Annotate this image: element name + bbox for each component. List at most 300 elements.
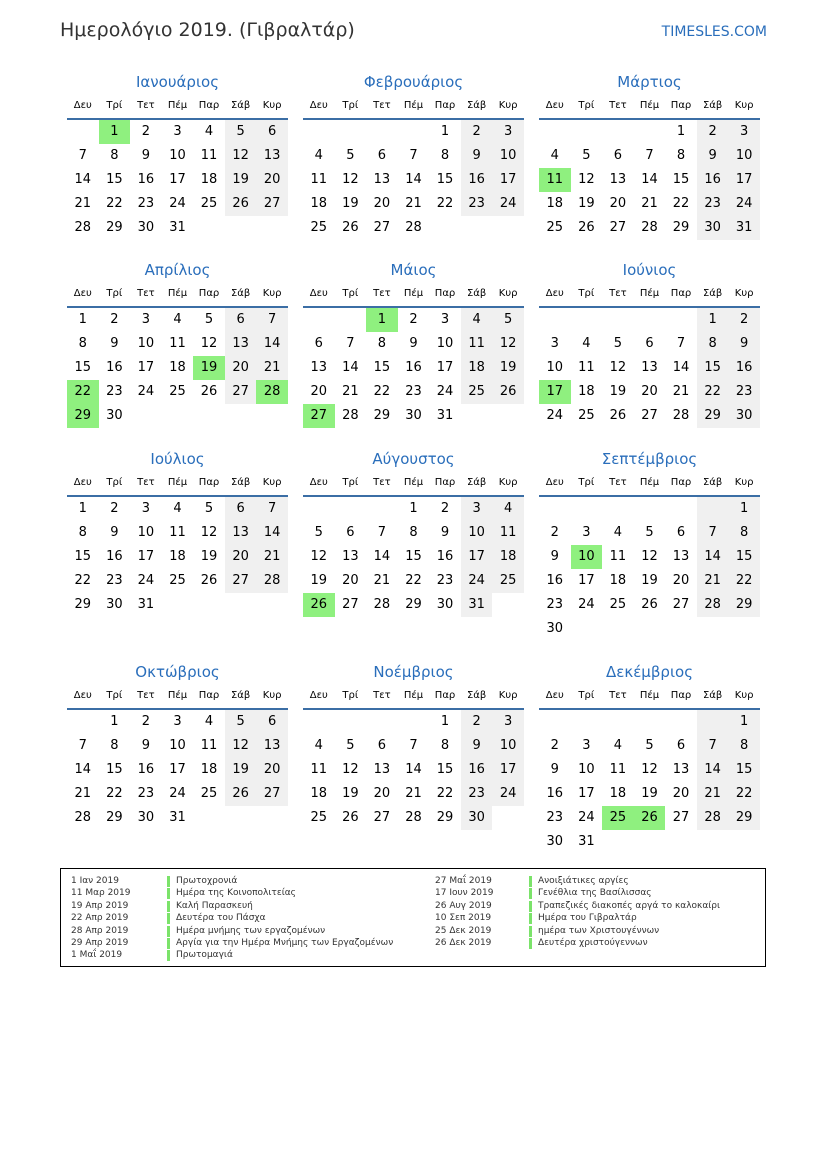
day-cell[interactable]: 4 xyxy=(550,148,559,163)
day-cell[interactable]: 31 xyxy=(137,597,155,612)
day-cell[interactable]: 6 xyxy=(645,336,654,351)
day-cell[interactable]: 15 xyxy=(728,758,760,782)
day-cell[interactable]: 21 xyxy=(405,196,422,211)
day-cell[interactable]: 26 xyxy=(303,593,335,617)
day-cell[interactable]: 7 xyxy=(256,497,288,521)
day-cell[interactable]: 2 xyxy=(461,710,493,734)
day-cell[interactable]: 12 xyxy=(225,144,257,168)
day-cell[interactable]: 2 xyxy=(461,120,493,144)
day-cell[interactable]: 21 xyxy=(74,196,92,211)
day-cell[interactable]: 31 xyxy=(728,216,760,240)
day-cell[interactable]: 27 xyxy=(641,408,658,423)
day-cell[interactable]: 3 xyxy=(173,124,182,139)
day-cell[interactable]: 29 xyxy=(672,220,690,235)
day-cell[interactable]: 12 xyxy=(342,172,359,187)
day-cell[interactable]: 13 xyxy=(609,172,627,187)
day-cell[interactable]: 27 xyxy=(373,220,391,235)
day-cell[interactable]: 29 xyxy=(697,404,729,428)
day-cell[interactable]: 3 xyxy=(492,710,524,734)
day-cell[interactable]: 11 xyxy=(492,521,524,545)
day-cell[interactable]: 27 xyxy=(672,597,690,612)
day-cell[interactable]: 3 xyxy=(173,714,182,729)
day-cell[interactable]: 5 xyxy=(613,336,623,351)
day-cell[interactable]: 15 xyxy=(728,545,760,569)
day-cell[interactable]: 25 xyxy=(310,810,328,825)
site-link[interactable]: TIMESLES.COM xyxy=(661,24,767,40)
day-cell[interactable]: 13 xyxy=(672,549,690,564)
day-cell[interactable]: 13 xyxy=(641,360,658,375)
day-cell[interactable]: 24 xyxy=(492,782,524,806)
day-cell[interactable]: 9 xyxy=(461,144,493,168)
day-cell[interactable]: 8 xyxy=(440,148,450,163)
day-cell[interactable]: 18 xyxy=(169,549,186,564)
day-cell[interactable]: 19 xyxy=(641,786,658,801)
day-cell[interactable]: 29 xyxy=(373,408,391,423)
day-cell[interactable]: 17 xyxy=(461,545,493,569)
day-cell[interactable]: 17 xyxy=(492,168,524,192)
day-cell[interactable]: 18 xyxy=(310,196,328,211)
day-cell[interactable]: 25 xyxy=(578,408,595,423)
day-cell[interactable]: 28 xyxy=(342,408,359,423)
day-cell[interactable]: 30 xyxy=(546,834,564,849)
day-cell[interactable]: 1 xyxy=(110,714,119,729)
day-cell[interactable]: 4 xyxy=(314,738,323,753)
day-cell[interactable]: 4 xyxy=(582,336,591,351)
day-cell[interactable]: 7 xyxy=(78,738,87,753)
day-cell[interactable]: 11 xyxy=(200,148,218,163)
day-cell[interactable]: 11 xyxy=(609,549,627,564)
day-cell[interactable]: 4 xyxy=(613,525,623,540)
day-cell[interactable]: 6 xyxy=(676,525,686,540)
day-cell[interactable]: 19 xyxy=(641,573,658,588)
day-cell[interactable]: 9 xyxy=(409,336,418,351)
day-cell[interactable]: 27 xyxy=(256,192,288,216)
day-cell[interactable]: 12 xyxy=(578,172,595,187)
day-cell[interactable]: 29 xyxy=(106,810,123,825)
day-cell[interactable]: 9 xyxy=(141,148,151,163)
day-cell[interactable]: 10 xyxy=(137,525,155,540)
day-cell[interactable]: 6 xyxy=(256,710,288,734)
day-cell[interactable]: 21 xyxy=(697,569,729,593)
day-cell[interactable]: 1 xyxy=(697,308,729,332)
day-cell[interactable]: 26 xyxy=(225,192,257,216)
day-cell[interactable]: 1 xyxy=(78,312,87,327)
day-cell[interactable]: 29 xyxy=(67,404,99,428)
day-cell[interactable]: 23 xyxy=(405,384,422,399)
day-cell[interactable]: 16 xyxy=(461,168,493,192)
day-cell[interactable]: 18 xyxy=(609,786,627,801)
day-cell[interactable]: 15 xyxy=(106,762,123,777)
day-cell[interactable]: 6 xyxy=(225,308,257,332)
day-cell[interactable]: 9 xyxy=(728,332,760,356)
day-cell[interactable]: 24 xyxy=(436,384,454,399)
day-cell[interactable]: 23 xyxy=(728,380,760,404)
day-cell[interactable]: 20 xyxy=(672,573,690,588)
day-cell[interactable]: 15 xyxy=(74,360,92,375)
day-cell[interactable]: 17 xyxy=(169,172,186,187)
day-cell[interactable]: 12 xyxy=(641,762,658,777)
day-cell[interactable]: 13 xyxy=(225,332,257,356)
day-cell[interactable]: 19 xyxy=(225,168,257,192)
day-cell[interactable]: 10 xyxy=(546,360,564,375)
day-cell[interactable]: 10 xyxy=(461,521,493,545)
day-cell[interactable]: 30 xyxy=(436,597,454,612)
day-cell[interactable]: 30 xyxy=(137,810,155,825)
day-cell[interactable]: 18 xyxy=(169,360,186,375)
day-cell[interactable]: 10 xyxy=(436,336,454,351)
day-cell[interactable]: 24 xyxy=(461,569,493,593)
day-cell[interactable]: 13 xyxy=(310,360,328,375)
day-cell[interactable]: 19 xyxy=(609,384,627,399)
day-cell[interactable]: 8 xyxy=(440,738,450,753)
day-cell[interactable]: 21 xyxy=(74,786,92,801)
day-cell[interactable]: 8 xyxy=(110,148,119,163)
day-cell[interactable]: 10 xyxy=(492,144,524,168)
day-cell[interactable]: 25 xyxy=(602,806,634,830)
day-cell[interactable]: 28 xyxy=(74,220,92,235)
day-cell[interactable]: 16 xyxy=(106,549,123,564)
day-cell[interactable]: 24 xyxy=(728,192,760,216)
day-cell[interactable]: 24 xyxy=(169,196,186,211)
day-cell[interactable]: 16 xyxy=(137,762,155,777)
day-cell[interactable]: 6 xyxy=(377,738,387,753)
day-cell[interactable]: 27 xyxy=(225,569,257,593)
day-cell[interactable]: 16 xyxy=(546,786,564,801)
day-cell[interactable]: 9 xyxy=(110,336,119,351)
day-cell[interactable]: 19 xyxy=(578,196,595,211)
day-cell[interactable]: 21 xyxy=(405,786,422,801)
day-cell[interactable]: 13 xyxy=(373,172,391,187)
day-cell[interactable]: 18 xyxy=(461,356,493,380)
day-cell[interactable]: 4 xyxy=(461,308,493,332)
day-cell[interactable]: 20 xyxy=(256,758,288,782)
day-cell[interactable]: 4 xyxy=(613,738,623,753)
day-cell[interactable]: 27 xyxy=(609,220,627,235)
day-cell[interactable]: 3 xyxy=(582,738,591,753)
day-cell[interactable]: 21 xyxy=(256,545,288,569)
day-cell[interactable]: 28 xyxy=(641,220,658,235)
day-cell[interactable]: 17 xyxy=(137,360,155,375)
day-cell[interactable]: 3 xyxy=(461,497,493,521)
day-cell[interactable]: 13 xyxy=(225,521,257,545)
day-cell[interactable]: 8 xyxy=(377,336,387,351)
day-cell[interactable]: 12 xyxy=(609,360,627,375)
day-cell[interactable]: 5 xyxy=(225,120,257,144)
day-cell[interactable]: 28 xyxy=(373,597,391,612)
day-cell[interactable]: 26 xyxy=(634,806,666,830)
day-cell[interactable]: 30 xyxy=(697,216,729,240)
day-cell[interactable]: 2 xyxy=(110,501,119,516)
day-cell[interactable]: 31 xyxy=(436,408,454,423)
day-cell[interactable]: 24 xyxy=(169,786,186,801)
day-cell[interactable]: 10 xyxy=(578,762,595,777)
day-cell[interactable]: 3 xyxy=(582,525,591,540)
day-cell[interactable]: 8 xyxy=(78,336,87,351)
day-cell[interactable]: 15 xyxy=(436,172,454,187)
day-cell[interactable]: 21 xyxy=(697,782,729,806)
day-cell[interactable]: 12 xyxy=(342,762,359,777)
day-cell[interactable]: 1 xyxy=(99,120,131,144)
day-cell[interactable]: 8 xyxy=(78,525,87,540)
day-cell[interactable]: 12 xyxy=(200,525,218,540)
day-cell[interactable]: 30 xyxy=(137,220,155,235)
day-cell[interactable]: 13 xyxy=(256,734,288,758)
day-cell[interactable]: 25 xyxy=(200,786,218,801)
day-cell[interactable]: 28 xyxy=(697,593,729,617)
day-cell[interactable]: 6 xyxy=(346,525,355,540)
day-cell[interactable]: 16 xyxy=(436,549,454,564)
day-cell[interactable]: 3 xyxy=(440,312,450,327)
day-cell[interactable]: 23 xyxy=(461,782,493,806)
day-cell[interactable]: 17 xyxy=(728,168,760,192)
day-cell[interactable]: 7 xyxy=(346,336,355,351)
day-cell[interactable]: 1 xyxy=(728,497,760,521)
day-cell[interactable]: 17 xyxy=(492,758,524,782)
day-cell[interactable]: 5 xyxy=(314,525,323,540)
day-cell[interactable]: 20 xyxy=(641,384,658,399)
day-cell[interactable]: 20 xyxy=(373,196,391,211)
day-cell[interactable]: 17 xyxy=(578,786,595,801)
day-cell[interactable]: 24 xyxy=(137,573,155,588)
day-cell[interactable]: 16 xyxy=(137,172,155,187)
day-cell[interactable]: 3 xyxy=(141,501,151,516)
day-cell[interactable]: 31 xyxy=(169,220,186,235)
day-cell[interactable]: 8 xyxy=(697,332,729,356)
day-cell[interactable]: 5 xyxy=(645,525,654,540)
day-cell[interactable]: 21 xyxy=(641,196,658,211)
day-cell[interactable]: 5 xyxy=(204,501,214,516)
day-cell[interactable]: 22 xyxy=(373,384,391,399)
day-cell[interactable]: 1 xyxy=(440,124,450,139)
day-cell[interactable]: 6 xyxy=(225,497,257,521)
day-cell[interactable]: 15 xyxy=(106,172,123,187)
day-cell[interactable]: 2 xyxy=(550,738,559,753)
day-cell[interactable]: 2 xyxy=(697,120,729,144)
day-cell[interactable]: 28 xyxy=(256,380,288,404)
day-cell[interactable]: 10 xyxy=(492,734,524,758)
day-cell[interactable]: 14 xyxy=(74,172,92,187)
day-cell[interactable]: 3 xyxy=(728,120,760,144)
day-cell[interactable]: 25 xyxy=(546,220,564,235)
day-cell[interactable]: 8 xyxy=(676,148,686,163)
day-cell[interactable]: 20 xyxy=(256,168,288,192)
day-cell[interactable]: 20 xyxy=(373,786,391,801)
day-cell[interactable]: 12 xyxy=(492,332,524,356)
day-cell[interactable]: 11 xyxy=(461,332,493,356)
day-cell[interactable]: 13 xyxy=(373,762,391,777)
day-cell[interactable]: 3 xyxy=(550,336,559,351)
day-cell[interactable]: 17 xyxy=(539,380,571,404)
day-cell[interactable]: 1 xyxy=(366,308,398,332)
day-cell[interactable]: 7 xyxy=(256,308,288,332)
day-cell[interactable]: 1 xyxy=(409,501,418,516)
day-cell[interactable]: 25 xyxy=(169,573,186,588)
day-cell[interactable]: 9 xyxy=(440,525,450,540)
day-cell[interactable]: 6 xyxy=(676,738,686,753)
day-cell[interactable]: 25 xyxy=(310,220,328,235)
day-cell[interactable]: 30 xyxy=(106,597,123,612)
day-cell[interactable]: 9 xyxy=(461,734,493,758)
day-cell[interactable]: 2 xyxy=(141,124,151,139)
day-cell[interactable]: 15 xyxy=(672,172,690,187)
day-cell[interactable]: 18 xyxy=(578,384,595,399)
day-cell[interactable]: 22 xyxy=(405,573,422,588)
day-cell[interactable]: 8 xyxy=(110,738,119,753)
day-cell[interactable]: 26 xyxy=(342,220,359,235)
day-cell[interactable]: 31 xyxy=(461,593,493,617)
day-cell[interactable]: 26 xyxy=(200,573,218,588)
day-cell[interactable]: 22 xyxy=(672,196,690,211)
day-cell[interactable]: 29 xyxy=(436,810,454,825)
day-cell[interactable]: 9 xyxy=(697,144,729,168)
day-cell[interactable]: 15 xyxy=(373,360,391,375)
day-cell[interactable]: 18 xyxy=(200,762,218,777)
day-cell[interactable]: 7 xyxy=(697,734,729,758)
day-cell[interactable]: 14 xyxy=(405,172,422,187)
day-cell[interactable]: 5 xyxy=(204,312,214,327)
day-cell[interactable]: 18 xyxy=(609,573,627,588)
day-cell[interactable]: 19 xyxy=(492,356,524,380)
day-cell[interactable]: 21 xyxy=(256,356,288,380)
day-cell[interactable]: 5 xyxy=(645,738,654,753)
day-cell[interactable]: 28 xyxy=(697,806,729,830)
day-cell[interactable]: 17 xyxy=(578,573,595,588)
day-cell[interactable]: 11 xyxy=(539,168,571,192)
day-cell[interactable]: 11 xyxy=(310,172,328,187)
day-cell[interactable]: 8 xyxy=(728,521,760,545)
day-cell[interactable]: 13 xyxy=(342,549,359,564)
day-cell[interactable]: 7 xyxy=(645,148,654,163)
day-cell[interactable]: 6 xyxy=(256,120,288,144)
day-cell[interactable]: 30 xyxy=(461,806,493,830)
day-cell[interactable]: 22 xyxy=(67,380,99,404)
day-cell[interactable]: 15 xyxy=(436,762,454,777)
day-cell[interactable]: 17 xyxy=(137,549,155,564)
day-cell[interactable]: 24 xyxy=(492,192,524,216)
day-cell[interactable]: 8 xyxy=(409,525,418,540)
day-cell[interactable]: 4 xyxy=(173,312,182,327)
day-cell[interactable]: 10 xyxy=(728,144,760,168)
day-cell[interactable]: 14 xyxy=(697,758,729,782)
day-cell[interactable]: 21 xyxy=(672,384,690,399)
day-cell[interactable]: 10 xyxy=(169,738,186,753)
day-cell[interactable]: 19 xyxy=(225,758,257,782)
day-cell[interactable]: 16 xyxy=(106,360,123,375)
day-cell[interactable]: 22 xyxy=(697,380,729,404)
day-cell[interactable]: 27 xyxy=(373,810,391,825)
day-cell[interactable]: 4 xyxy=(204,124,214,139)
day-cell[interactable]: 15 xyxy=(697,356,729,380)
day-cell[interactable]: 2 xyxy=(550,525,559,540)
day-cell[interactable]: 12 xyxy=(200,336,218,351)
day-cell[interactable]: 9 xyxy=(550,549,559,564)
day-cell[interactable]: 10 xyxy=(169,148,186,163)
day-cell[interactable]: 10 xyxy=(137,336,155,351)
day-cell[interactable]: 1 xyxy=(440,714,450,729)
day-cell[interactable]: 1 xyxy=(676,124,686,139)
day-cell[interactable]: 19 xyxy=(200,549,218,564)
day-cell[interactable]: 22 xyxy=(74,573,92,588)
day-cell[interactable]: 30 xyxy=(106,408,123,423)
day-cell[interactable]: 3 xyxy=(141,312,151,327)
day-cell[interactable]: 14 xyxy=(373,549,391,564)
day-cell[interactable]: 18 xyxy=(546,196,564,211)
day-cell[interactable]: 30 xyxy=(405,408,422,423)
day-cell[interactable]: 14 xyxy=(672,360,690,375)
day-cell[interactable]: 7 xyxy=(377,525,387,540)
day-cell[interactable]: 30 xyxy=(546,621,564,636)
day-cell[interactable]: 27 xyxy=(303,404,335,428)
day-cell[interactable]: 11 xyxy=(200,738,218,753)
day-cell[interactable]: 14 xyxy=(641,172,658,187)
day-cell[interactable]: 12 xyxy=(641,549,658,564)
day-cell[interactable]: 5 xyxy=(582,148,591,163)
day-cell[interactable]: 18 xyxy=(492,545,524,569)
day-cell[interactable]: 22 xyxy=(436,196,454,211)
day-cell[interactable]: 25 xyxy=(492,569,524,593)
day-cell[interactable]: 7 xyxy=(697,521,729,545)
day-cell[interactable]: 10 xyxy=(571,545,603,569)
day-cell[interactable]: 26 xyxy=(225,782,257,806)
day-cell[interactable]: 17 xyxy=(436,360,454,375)
day-cell[interactable]: 1 xyxy=(78,501,87,516)
day-cell[interactable]: 29 xyxy=(74,597,92,612)
day-cell[interactable]: 28 xyxy=(256,569,288,593)
day-cell[interactable]: 29 xyxy=(106,220,123,235)
day-cell[interactable]: 13 xyxy=(672,762,690,777)
day-cell[interactable]: 18 xyxy=(200,172,218,187)
day-cell[interactable]: 6 xyxy=(613,148,623,163)
day-cell[interactable]: 29 xyxy=(405,597,422,612)
day-cell[interactable]: 23 xyxy=(137,196,155,211)
day-cell[interactable]: 25 xyxy=(169,384,186,399)
day-cell[interactable]: 12 xyxy=(310,549,328,564)
day-cell[interactable]: 27 xyxy=(225,380,257,404)
day-cell[interactable]: 16 xyxy=(461,758,493,782)
day-cell[interactable]: 23 xyxy=(461,192,493,216)
day-cell[interactable]: 15 xyxy=(405,549,422,564)
day-cell[interactable]: 5 xyxy=(346,148,355,163)
day-cell[interactable]: 21 xyxy=(373,573,391,588)
day-cell[interactable]: 14 xyxy=(697,545,729,569)
day-cell[interactable]: 26 xyxy=(342,810,359,825)
day-cell[interactable]: 23 xyxy=(436,573,454,588)
day-cell[interactable]: 4 xyxy=(204,714,214,729)
day-cell[interactable]: 19 xyxy=(342,196,359,211)
day-cell[interactable]: 3 xyxy=(492,120,524,144)
day-cell[interactable]: 5 xyxy=(492,308,524,332)
day-cell[interactable]: 15 xyxy=(74,549,92,564)
day-cell[interactable]: 23 xyxy=(546,597,564,612)
day-cell[interactable]: 4 xyxy=(492,497,524,521)
day-cell[interactable]: 31 xyxy=(169,810,186,825)
day-cell[interactable]: 20 xyxy=(342,573,359,588)
day-cell[interactable]: 14 xyxy=(256,521,288,545)
day-cell[interactable]: 22 xyxy=(728,569,760,593)
day-cell[interactable]: 11 xyxy=(310,762,328,777)
day-cell[interactable]: 2 xyxy=(110,312,119,327)
day-cell[interactable]: 24 xyxy=(546,408,564,423)
day-cell[interactable]: 5 xyxy=(346,738,355,753)
day-cell[interactable]: 23 xyxy=(137,786,155,801)
day-cell[interactable]: 23 xyxy=(106,573,123,588)
day-cell[interactable]: 27 xyxy=(672,810,690,825)
day-cell[interactable]: 25 xyxy=(609,597,627,612)
day-cell[interactable]: 7 xyxy=(676,336,686,351)
day-cell[interactable]: 2 xyxy=(409,312,418,327)
day-cell[interactable]: 20 xyxy=(609,196,627,211)
day-cell[interactable]: 11 xyxy=(169,336,186,351)
